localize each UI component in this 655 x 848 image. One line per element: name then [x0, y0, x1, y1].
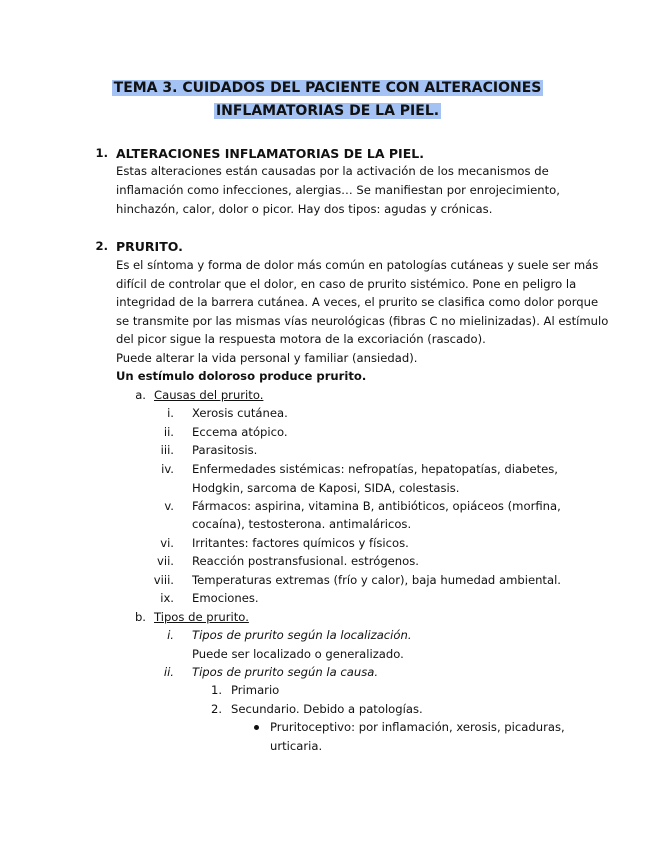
section-2-text-line: Puede alterar la vida personal y familiar (ansiedad). — [116, 351, 418, 365]
section-2-text-line: difícil de controlar que el dolor, en caso de prurito sistémico. Pone en peligro la — [116, 277, 577, 291]
cause-number: vii. — [157, 554, 174, 568]
section-2-heading: PRURITO. — [116, 239, 183, 254]
cause-number: vi. — [160, 536, 174, 550]
section-2-number: 2. — [95, 239, 108, 253]
type-label: Tipos de prurito según la causa. — [192, 665, 379, 679]
subsection-b-label: Tipos de prurito. — [154, 610, 249, 624]
cause-number: ii. — [163, 425, 174, 439]
cause-type-number: 1. — [210, 683, 222, 697]
cause-text: Hodgkin, sarcoma de Kaposi, SIDA, colestasis. — [192, 481, 460, 495]
cause-text: Enfermedades sistémicas: nefropatías, hepatopatías, diabetes, — [192, 462, 558, 476]
section-2-text-line: Es el síntoma y forma de dolor más común en patologías cutáneas y suele ser más — [116, 258, 599, 272]
cause-text: Reacción postransfusional. estrógenos. — [192, 554, 419, 568]
section-1-number: 1. — [95, 146, 108, 160]
section-1-text-line: inflamación como infecciones, alergias… Se manifiestan por enrojecimiento, — [116, 183, 560, 197]
subsection-a-letter: a. — [135, 388, 146, 402]
type-number: i. — [167, 628, 174, 642]
section-2-text-line: del picor sigue la respuesta motora de la excoriación (rascado). — [116, 332, 486, 346]
cause-text: Xerosis cutánea. — [192, 406, 288, 420]
bullet-text: urticaria. — [270, 739, 323, 753]
cause-type-text: Primario — [231, 683, 280, 697]
section-1-text-line: hinchazón, calor, dolor o picor. Hay dos tipos: agudas y crónicas. — [116, 202, 493, 216]
cause-type-text: Secundario. Debido a patologías. — [231, 702, 423, 716]
bullet-text: Pruritoceptivo: por inflamación, xerosis, picaduras, — [270, 720, 565, 734]
cause-number: iii. — [160, 443, 174, 457]
cause-number: iv. — [161, 462, 174, 476]
bullet-icon — [254, 725, 259, 730]
subsection-b-letter: b. — [134, 610, 146, 624]
cause-text: cocaína), testosterona. antimaláricos. — [192, 517, 412, 531]
cause-number: viii. — [153, 573, 174, 587]
type-label: Tipos de prurito según la localización. — [192, 628, 412, 642]
type-text: Puede ser localizado o generalizado. — [192, 647, 404, 661]
cause-text: Irritantes: factores químicos y físicos. — [192, 536, 409, 550]
cause-text: Eccema atópico. — [192, 425, 288, 439]
cause-text: Parasitosis. — [192, 443, 258, 457]
cause-number: ix. — [160, 591, 174, 605]
section-1-heading: ALTERACIONES INFLAMATORIAS DE LA PIEL. — [116, 146, 424, 161]
document-title-line-1: TEMA 3. CUIDADOS DEL PACIENTE CON ALTERACIONES — [113, 80, 542, 96]
section-1-text-line: Estas alteraciones están causadas por la activación de los mecanismos de — [116, 164, 549, 178]
cause-number: i. — [167, 406, 174, 420]
section-2-bold-line: Un estímulo doloroso produce prurito. — [116, 369, 367, 383]
cause-text: Fármacos: aspirina, vitamina B, antibióticos, opiáceos (morfina, — [192, 499, 561, 513]
type-number: ii. — [163, 665, 174, 679]
cause-number: v. — [164, 499, 174, 513]
cause-text: Temperaturas extremas (frío y calor), baja humedad ambiental. — [192, 573, 561, 587]
cause-type-number: 2. — [210, 702, 222, 716]
document-title-line-2: INFLAMATORIAS DE LA PIEL. — [215, 103, 440, 119]
subsection-a-label: Causas del prurito. — [154, 388, 264, 402]
section-2-text-line: integridad de la barrera cutánea. A veces, el prurito se clasifica como dolor porque — [116, 295, 599, 309]
cause-text: Emociones. — [192, 591, 259, 605]
section-2-text-line: se transmite por las mismas vías neurológicas (fibras C no mielinizadas). Al estímulo — [116, 314, 609, 328]
